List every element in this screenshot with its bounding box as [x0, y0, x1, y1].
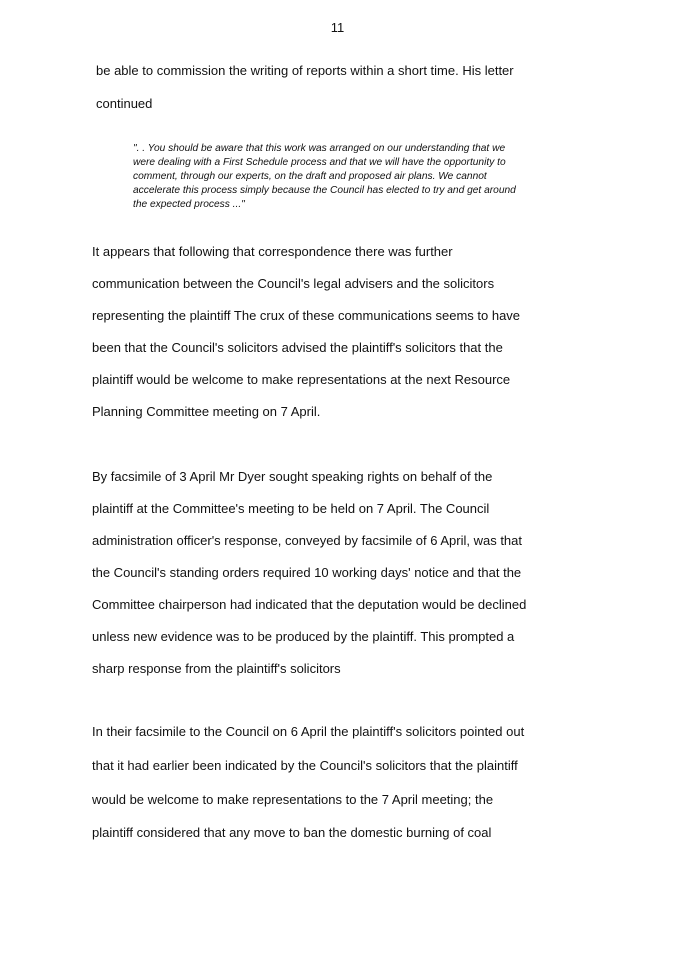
- text-line: Committee chairperson had indicated that the deputation would be declined: [92, 597, 527, 612]
- text-line: continued: [96, 96, 153, 111]
- text-line: would be welcome to make representations to the 7 April meeting; the: [92, 792, 494, 807]
- text-line: plaintiff at the Committee's meeting to be held on 7 April. The Council: [92, 501, 490, 516]
- text-line: be able to commission the writing of reports within a short time. His letter: [96, 63, 514, 78]
- text-line: Planning Committee meeting on 7 April.: [92, 404, 321, 419]
- quote-line: comment, through our experts, on the draft and proposed air plans. We cannot: [133, 171, 487, 182]
- text-line: communication between the Council's legal advisers and the solicitors: [92, 276, 495, 291]
- text-line: unless new evidence was to be produced by the plaintiff. This prompted a: [92, 629, 515, 644]
- text-line: sharp response from the plaintiff's solicitors: [92, 661, 341, 676]
- text-line: that it had earlier been indicated by the Council's solicitors that the plaintiff: [92, 758, 518, 773]
- text-line: been that the Council's solicitors advised the plaintiff's solicitors that the: [92, 340, 503, 355]
- quote-line: accelerate this process simply because the Council has elected to try and get around: [133, 185, 516, 196]
- quote-line: were dealing with a First Schedule process and that we will have the opportunity to: [133, 157, 506, 168]
- text-line: representing the plaintiff The crux of these communications seems to have: [92, 308, 521, 323]
- text-line: In their facsimile to the Council on 6 April the plaintiff's solicitors pointed out: [92, 724, 525, 739]
- text-line: plaintiff considered that any move to ban the domestic burning of coal: [92, 825, 492, 840]
- text-line: plaintiff would be welcome to make representations at the next Resource: [92, 372, 511, 387]
- text-line: It appears that following that correspondence there was further: [92, 244, 453, 259]
- quote-line: the expected process ...": [133, 199, 245, 210]
- page-number: 11: [330, 20, 345, 35]
- text-line: the Council's standing orders required 10 working days' notice and that the: [92, 565, 522, 580]
- text-line: By facsimile of 3 April Mr Dyer sought speaking rights on behalf of the: [92, 469, 493, 484]
- quote-line: ". . You should be aware that this work was arranged on our understanding that we: [133, 143, 506, 154]
- text-line: administration officer's response, conveyed by facsimile of 6 April, was that: [92, 533, 523, 548]
